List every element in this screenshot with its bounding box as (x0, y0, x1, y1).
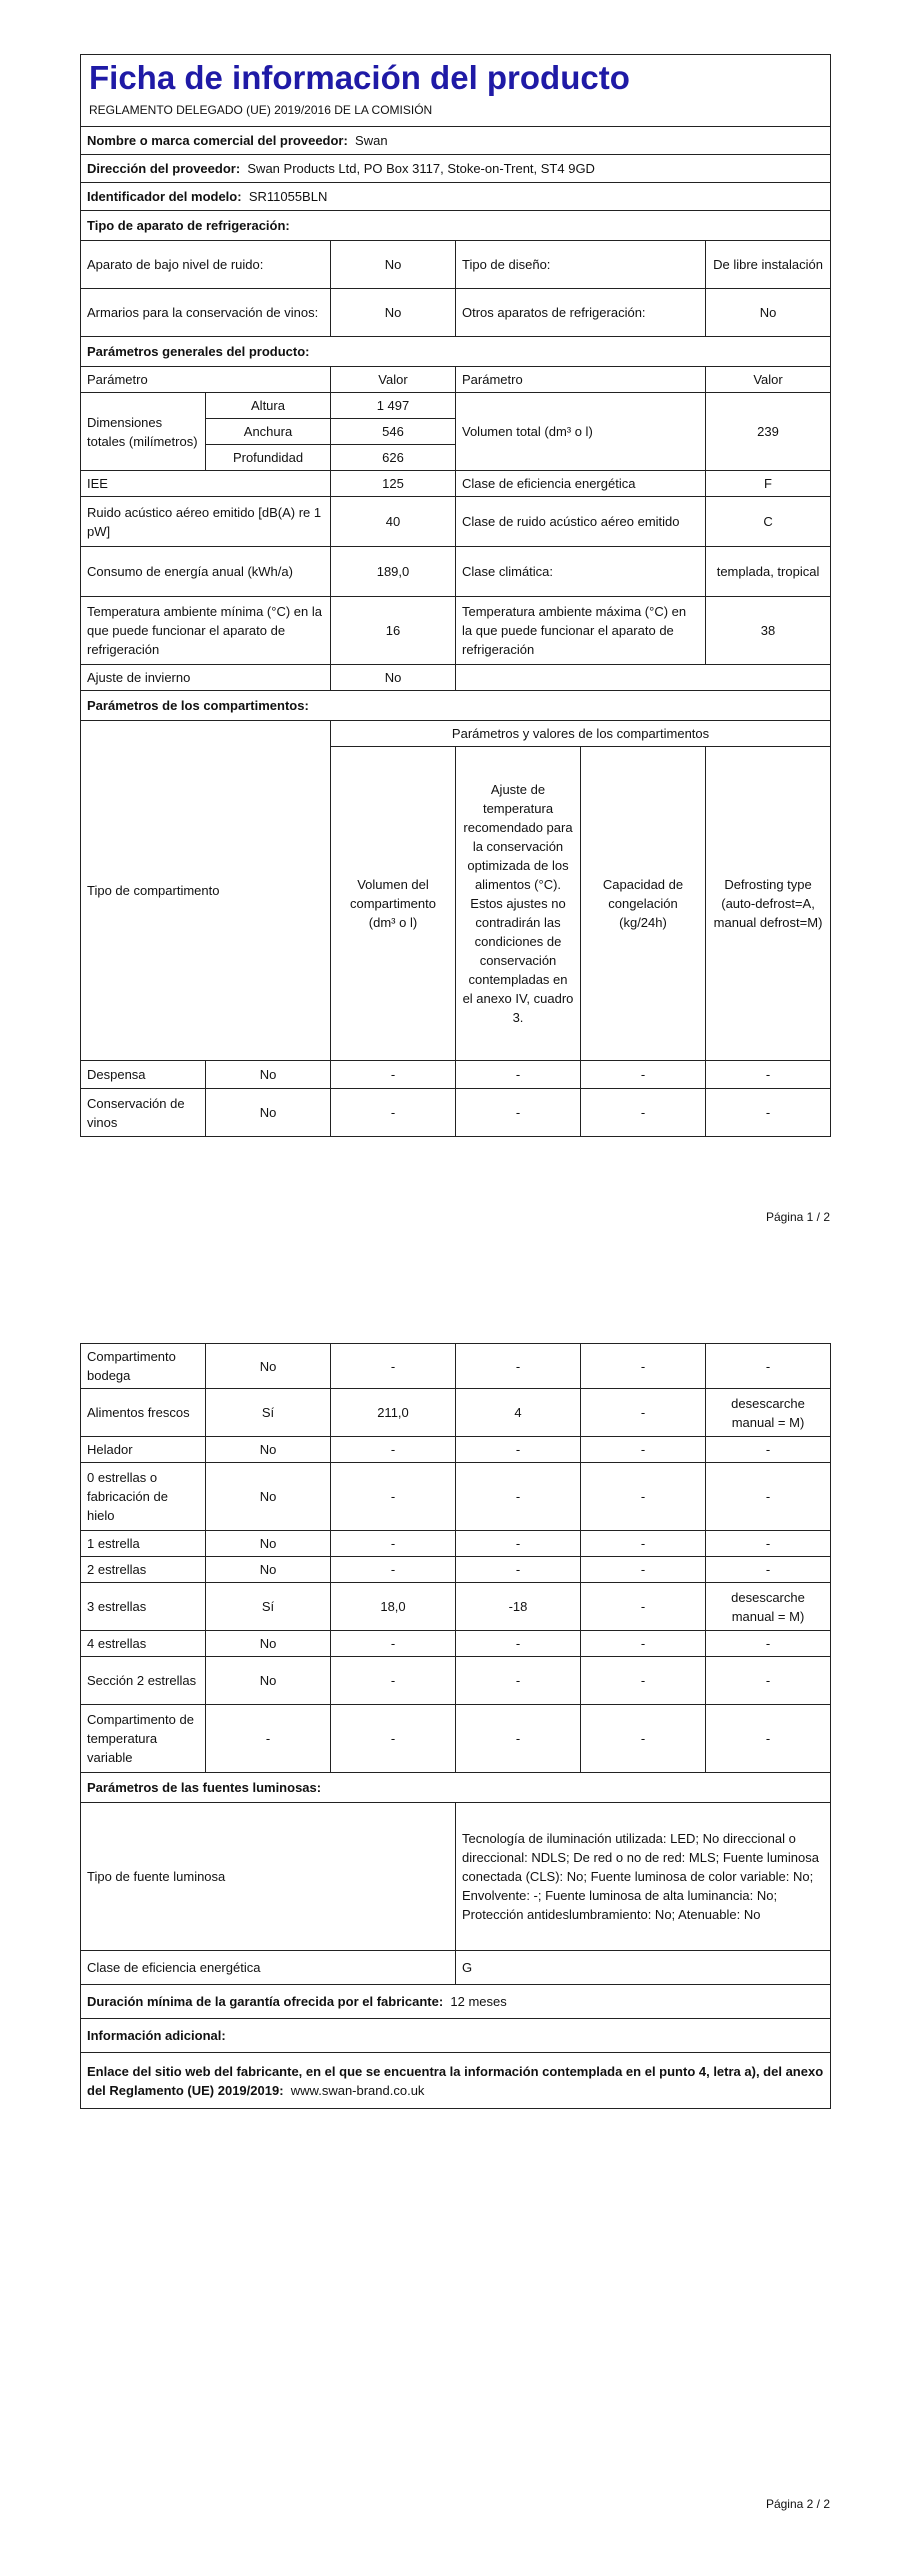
compartment-freeze: - (581, 1583, 706, 1631)
table-row (81, 1389, 831, 1437)
compartment-volume: - (331, 1557, 456, 1583)
compartment-name: Compartimento de temperatura variable (81, 1705, 206, 1773)
col-param-header: Parámetro (81, 367, 331, 393)
compartment-volume: - (331, 1089, 456, 1137)
noise-class-value: C (706, 497, 831, 547)
compartment-name: 0 estrellas o fabricación de hielo (81, 1463, 206, 1531)
light-params-heading: Parámetros de las fuentes luminosas: (81, 1773, 831, 1803)
compartment-name: 2 estrellas (81, 1557, 206, 1583)
table-row (81, 1089, 831, 1137)
max-temp-value: 38 (706, 597, 831, 665)
compartment-present: No (206, 1463, 331, 1531)
table-row (81, 1583, 831, 1631)
light-energy-class-value: G (456, 1951, 831, 1985)
min-temp-label: Temperatura ambiente mínima (°C) en la que puede funcionar el aparato de refrigeración (81, 597, 331, 665)
compartment-volume: - (331, 1061, 456, 1089)
noise-class-label: Clase de ruido acústico aéreo emitido (456, 497, 706, 547)
compartment-present: No (206, 1089, 331, 1137)
page-2 (80, 1343, 830, 2109)
climate-class-label: Clase climática: (456, 547, 706, 597)
compartment-name: Conservación de vinos (81, 1089, 206, 1137)
low-noise-value: No (331, 241, 456, 289)
model-id-label: Identificador del modelo: (87, 189, 242, 204)
warranty-label: Duración mínima de la garantía ofrecida por el fabricante: (87, 1994, 444, 2009)
compartment-defrost: - (706, 1631, 831, 1657)
width-value: 546 (331, 419, 456, 445)
compartment-present: No (206, 1531, 331, 1557)
compartment-volume: - (331, 1463, 456, 1531)
compartment-volume: - (331, 1705, 456, 1773)
climate-class-value: templada, tropical (706, 547, 831, 597)
annual-energy-label: Consumo de energía anual (kWh/a) (81, 547, 331, 597)
compartment-name: Despensa (81, 1061, 206, 1089)
model-id-row (81, 183, 831, 211)
compartment-present: No (206, 1061, 331, 1089)
product-info-table-page-1 (80, 54, 831, 1137)
website-label: Enlace del sitio web del fabricante, en el que se encuentra la información contemplada en el punto 4, letra a), del anexo del Reglamento (UE) 2019/2019: (87, 2063, 824, 2098)
page-number-1: Página 1 / 2 (765, 1210, 830, 1224)
compartment-freeze: - (581, 1437, 706, 1463)
height-value: 1 497 (331, 393, 456, 419)
other-appliances-label: Otros aparatos de refrigeración: (456, 289, 706, 337)
compartment-present: No (206, 1657, 331, 1705)
col-param-header-2: Parámetro (456, 367, 706, 393)
supplier-name-row (81, 127, 831, 155)
compartment-temp: - (456, 1631, 581, 1657)
compartment-defrost: - (706, 1061, 831, 1089)
title-cell (81, 55, 831, 100)
light-type-value: Tecnología de iluminación utilizada: LED; No direccional o direccional: NDLS; De red o no de red: MLS; Fuente luminosa conectada (CLS): No; Fuente luminosa de color variable: No; Envolvente: -; Fuente luminosa de alta luminancia: No; Protección antideslumbramiento: No; Atenuable: No (456, 1803, 831, 1951)
compartment-volume: - (331, 1631, 456, 1657)
table-row (81, 1437, 831, 1463)
compartment-freeze: - (581, 1657, 706, 1705)
general-params-heading: Parámetros generales del producto: (81, 337, 831, 367)
compartment-temp: - (456, 1657, 581, 1705)
noise-value: 40 (331, 497, 456, 547)
supplier-address-value: Swan Products Ltd, PO Box 3117, Stoke-on-Trent, ST4 9GD (247, 161, 595, 176)
design-type-value: De libre instalación (706, 241, 831, 289)
table-row (81, 1463, 831, 1531)
compartment-name: 4 estrellas (81, 1631, 206, 1657)
compartment-group-header: Parámetros y valores de los compartimentos (331, 721, 831, 747)
compartment-name: 3 estrellas (81, 1583, 206, 1631)
table-row (81, 1061, 831, 1089)
compartment-temp: - (456, 1061, 581, 1089)
compartment-freeze: - (581, 1557, 706, 1583)
supplier-address-row (81, 155, 831, 183)
compartment-volume: - (331, 1531, 456, 1557)
compartment-temp: - (456, 1437, 581, 1463)
table-row (81, 1531, 831, 1557)
annual-energy-value: 189,0 (331, 547, 456, 597)
warranty-row (81, 1985, 831, 2019)
compartment-freeze: - (581, 1061, 706, 1089)
total-volume-label: Volumen total (dm³ o l) (456, 393, 706, 471)
compartment-freeze: - (581, 1631, 706, 1657)
design-type-label: Tipo de diseño: (456, 241, 706, 289)
width-label: Anchura (206, 419, 331, 445)
light-energy-class-label: Clase de eficiencia energética (81, 1951, 456, 1985)
compartment-present: No (206, 1437, 331, 1463)
website-row (81, 2053, 831, 2109)
low-noise-label: Aparato de bajo nivel de ruido: (81, 241, 331, 289)
table-row (81, 1705, 831, 1773)
winter-setting-value: No (331, 665, 456, 691)
compartment-name: Compartimento bodega (81, 1344, 206, 1389)
compartment-temp: - (456, 1089, 581, 1137)
col-defrost-header: Defrosting type (auto-defrost=A, manual defrost=M) (706, 747, 831, 1061)
compartment-volume: 18,0 (331, 1583, 456, 1631)
compartment-present: No (206, 1344, 331, 1389)
compartment-temp: - (456, 1344, 581, 1389)
compartment-name: Helador (81, 1437, 206, 1463)
compartment-defrost: - (706, 1557, 831, 1583)
wine-storage-value: No (331, 289, 456, 337)
min-temp-value: 16 (331, 597, 456, 665)
dimensions-label: Dimensiones totales (milímetros) (81, 393, 206, 471)
compartment-name: Sección 2 estrellas (81, 1657, 206, 1705)
warranty-value: 12 meses (450, 1994, 507, 2009)
empty-cell (456, 665, 831, 691)
depth-value: 626 (331, 445, 456, 471)
max-temp-label: Temperatura ambiente máxima (°C) en la que puede funcionar el aparato de refrigeración (456, 597, 706, 665)
compartment-present: Sí (206, 1583, 331, 1631)
compartment-freeze: - (581, 1089, 706, 1137)
compartment-defrost: - (706, 1344, 831, 1389)
col-volume-header: Volumen del compartimento (dm³ o l) (331, 747, 456, 1061)
compartment-temp: 4 (456, 1389, 581, 1437)
compartment-params-heading: Parámetros de los compartimentos: (81, 691, 831, 721)
page-1 (80, 54, 830, 1137)
depth-label: Profundidad (206, 445, 331, 471)
page-title: Ficha de información del producto (89, 59, 630, 96)
table-row (81, 1557, 831, 1583)
compartment-volume: - (331, 1344, 456, 1389)
col-temp-header: Ajuste de temperatura recomendado para la conservación optimizada de los alimentos (°C). Estos ajustes no contradirán las condiciones de conservación contempladas en el anexo IV, cuadro 3. (456, 747, 581, 1061)
compartment-temp: - (456, 1705, 581, 1773)
col-value-header: Valor (331, 367, 456, 393)
compartment-present: - (206, 1705, 331, 1773)
compartment-volume: - (331, 1657, 456, 1705)
compartment-defrost: - (706, 1463, 831, 1531)
height-label: Altura (206, 393, 331, 419)
model-id-value: SR11055BLN (248, 189, 328, 204)
page-number-2: Página 2 / 2 (765, 2497, 830, 2511)
eei-value: 125 (331, 471, 456, 497)
compartment-freeze: - (581, 1705, 706, 1773)
total-volume-value: 239 (706, 393, 831, 471)
energy-class-label: Clase de eficiencia energética (456, 471, 706, 497)
compartment-present: No (206, 1557, 331, 1583)
compartment-defrost: desescarche manual = M) (706, 1583, 831, 1631)
compartment-temp: - (456, 1531, 581, 1557)
wine-storage-label: Armarios para la conservación de vinos: (81, 289, 331, 337)
table-row (81, 1631, 831, 1657)
compartment-freeze: - (581, 1463, 706, 1531)
regulation: REGLAMENTO DELEGADO (UE) 2019/2016 DE LA COMISIÓN (81, 99, 831, 127)
compartment-defrost: - (706, 1089, 831, 1137)
compartment-temp: - (456, 1557, 581, 1583)
compartment-volume: 211,0 (331, 1389, 456, 1437)
compartment-temp: - (456, 1463, 581, 1531)
compartment-freeze: - (581, 1531, 706, 1557)
compartment-volume: - (331, 1437, 456, 1463)
noise-label: Ruido acústico aéreo emitido [dB(A) re 1 pW] (81, 497, 331, 547)
col-value-header-2: Valor (706, 367, 831, 393)
energy-class-value: F (706, 471, 831, 497)
compartment-defrost: - (706, 1705, 831, 1773)
appliance-type-heading: Tipo de aparato de refrigeración: (81, 211, 831, 241)
supplier-name-label: Nombre o marca comercial del proveedor: (87, 133, 348, 148)
additional-info-label: Información adicional: (81, 2019, 831, 2053)
table-row (81, 1344, 831, 1389)
other-appliances-value: No (706, 289, 831, 337)
compartment-name: 1 estrella (81, 1531, 206, 1557)
compartment-present: No (206, 1631, 331, 1657)
compartment-defrost: desescarche manual = M) (706, 1389, 831, 1437)
supplier-address-label: Dirección del proveedor: (87, 161, 241, 176)
col-freeze-header: Capacidad de congelación (kg/24h) (581, 747, 706, 1061)
light-type-label: Tipo de fuente luminosa (81, 1803, 456, 1951)
compartment-freeze: - (581, 1389, 706, 1437)
winter-setting-label: Ajuste de invierno (81, 665, 331, 691)
product-info-table-page-2 (80, 1343, 831, 2109)
supplier-name-value: Swan (355, 133, 388, 148)
compartment-defrost: - (706, 1437, 831, 1463)
compartment-present: Sí (206, 1389, 331, 1437)
eei-label: IEE (81, 471, 331, 497)
website-link[interactable]: www.swan-brand.co.uk (290, 2082, 425, 2098)
compartment-defrost: - (706, 1531, 831, 1557)
table-row (81, 1657, 831, 1705)
compartment-freeze: - (581, 1344, 706, 1389)
compartment-temp: -18 (456, 1583, 581, 1631)
compartment-type-label: Tipo de compartimento (81, 721, 331, 1061)
compartment-name: Alimentos frescos (81, 1389, 206, 1437)
compartment-defrost: - (706, 1657, 831, 1705)
